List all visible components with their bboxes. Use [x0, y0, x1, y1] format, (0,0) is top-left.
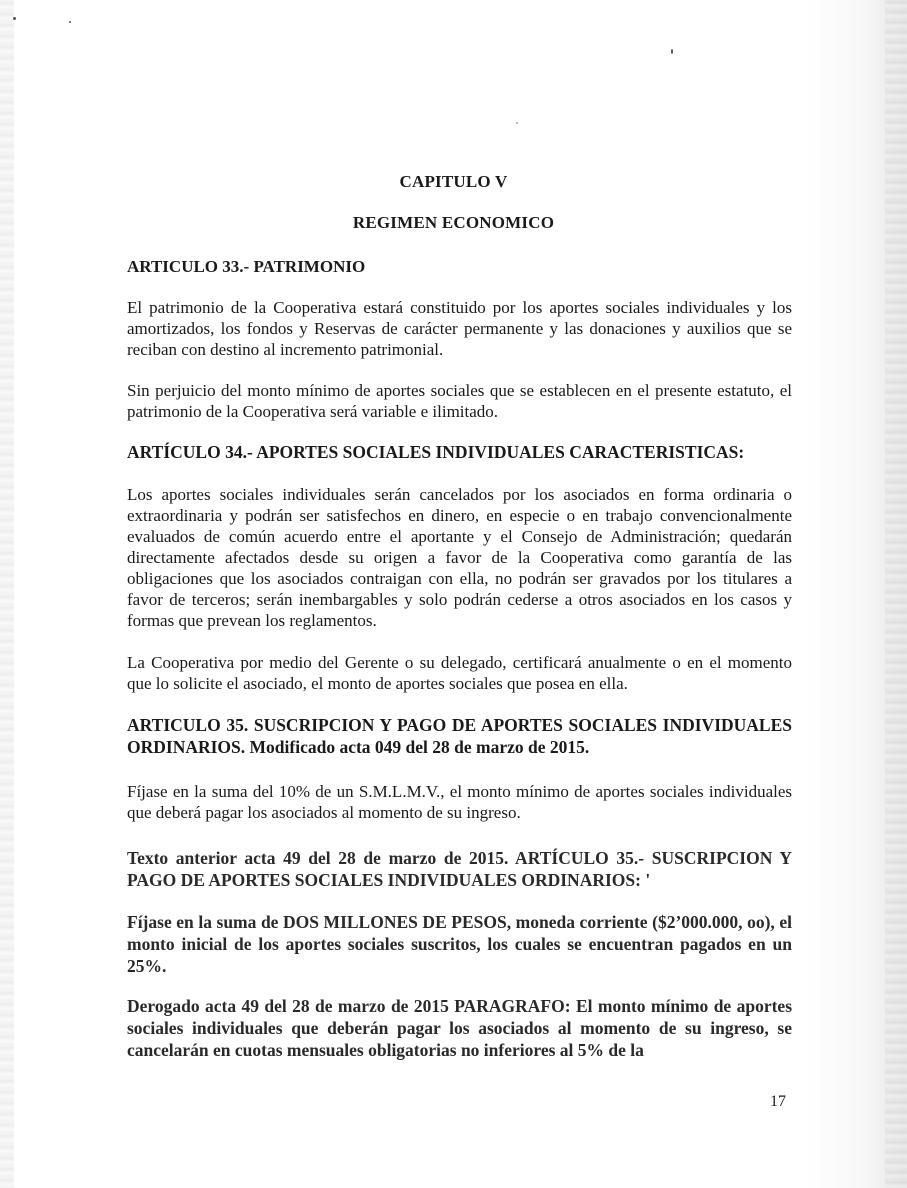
- article-33-heading: ARTICULO 33.- PATRIMONIO: [127, 257, 366, 276]
- article-34-heading: ARTÍCULO 34.- APORTES SOCIALES INDIVIDUALES CARACTERISTICAS:: [127, 442, 745, 462]
- scan-speck: [516, 122, 518, 124]
- scan-speck: [69, 21, 71, 23]
- article-35-paragraph-1: Fíjase en la suma del 10% de un S.M.L.M.V., el monto mínimo de aportes sociales individuales que deberá pagar los asociados al momento de su ingreso.: [127, 782, 792, 822]
- article-35-heading: ARTICULO 35. SUSCRIPCION Y PAGO DE APORTES SOCIALES INDIVIDUALES ORDINARIOS. Modificado acta 049 del 28 de marzo de 2015.: [127, 715, 792, 757]
- chapter-title: CAPITULO V: [399, 172, 508, 191]
- scan-speck: [671, 49, 673, 54]
- article-33-paragraph-1: El patrimonio de la Cooperativa estará constituido por los aportes sociales individuales y los amortizados, los fondos y Reservas de carácter permanente y las donaciones y auxilios que se reciban con destino al incremento patrimonial.: [127, 298, 792, 359]
- previous-text-heading: Texto anterior acta 49 del 28 de marzo de 2015. ARTÍCULO 35.- SUSCRIPCION Y PAGO DE APORTES SOCIALES INDIVIDUALES ORDINARIOS: ': [127, 848, 792, 890]
- page-number: 17: [770, 1093, 786, 1110]
- derogated-paragraph: Derogado acta 49 del 28 de marzo de 2015 PARAGRAFO: El monto mínimo de aportes sociales individuales que deberán pagar los asociados al momento de su ingreso, se cancelarán en cuotas mensuales obligatorias no inferiores al 5% de la: [127, 996, 792, 1060]
- previous-text-paragraph: Fíjase en la suma de DOS MILLONES DE PESOS, moneda corriente ($2’000.000, oo), el monto inicial de los aportes sociales suscritos, los cuales se encuentran pagados en un 25%.: [127, 912, 792, 976]
- scan-speck: [13, 17, 16, 20]
- article-33-paragraph-2: Sin perjuicio del monto mínimo de aportes sociales que se establecen en el presente estatuto, el patrimonio de la Cooperativa será variable e ilimitado.: [127, 381, 792, 421]
- section-title: REGIMEN ECONOMICO: [352, 213, 555, 232]
- article-34-paragraph-1: Los aportes sociales individuales serán cancelados por los asociados en forma ordinaria o extraordinaria y podrán ser satisfechos en dinero, en especie o en trabajo convencionalmente evaluados de común acuerdo entre el aportante y el Consejo de Administración; quedarán directamente afectados desde su origen a favor de la Cooperativa como garantía de las obligaciones que los asociados contraigan con ella, no podrán ser gravados por los titulares a favor de terceros; serán inembargables y solo podrán cederse a otros asociados en los casos y formas que prevean los reglamentos.: [127, 485, 792, 630]
- article-34-paragraph-2: La Cooperativa por medio del Gerente o su delegado, certificará anualmente o en el momento que lo solicite el asociado, el monto de aportes sociales que posea en ella.: [127, 653, 792, 693]
